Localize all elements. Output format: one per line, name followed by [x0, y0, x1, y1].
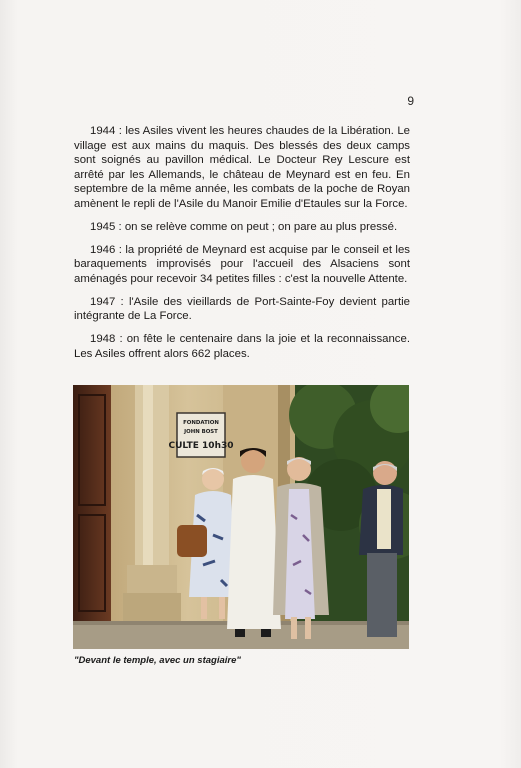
paragraph-1947: 1947 : l'Asile des vieillards de Port-Sainte-Foy devient partie intégrante de La Force. — [74, 295, 410, 322]
paragraph-1946: 1946 : la propriété de Meynard est acquise par le conseil et les baraquements improvisés pour l'accueil des Alsaciens sont aménagés pour recevoir 34 petites filles : c'est la nouvelle Attente. — [74, 243, 410, 285]
body-text — [74, 124, 410, 370]
sign-line-2: JOHN BOST — [184, 429, 218, 435]
sign-line-1: FONDATION — [183, 420, 219, 426]
photograph — [73, 385, 409, 649]
paragraph-1945: 1945 : on se relève comme on peut ; on pare au plus pressé. — [90, 220, 398, 233]
page-number: 9 — [407, 94, 414, 108]
photo-illustration — [73, 385, 409, 649]
fondation-sign — [168, 413, 233, 457]
sign-line-3: CULTE 10h30 — [168, 441, 234, 451]
paragraph-1948: 1948 : on fête le centenaire dans la joie et la reconnaissance. Les Asiles offrent alors 662 places. — [74, 333, 410, 360]
paragraph-1944: 1944 : les Asiles vivent les heures chaudes de la Libération. Le village est aux mains du maquis. Des blessés des deux camps sont soignés au pavillon médical. Le Docteur Rey Lescure est arrêté par les Allemands, le château de Meynard est en feu. En septembre de la même année, les combats de la poche de Royan amènent le repli de l'Asile du Manoir Emilie d'Etaules sur la Force. — [74, 125, 410, 210]
photo-caption: "Devant le temple, avec un stagiaire" — [74, 655, 241, 666]
